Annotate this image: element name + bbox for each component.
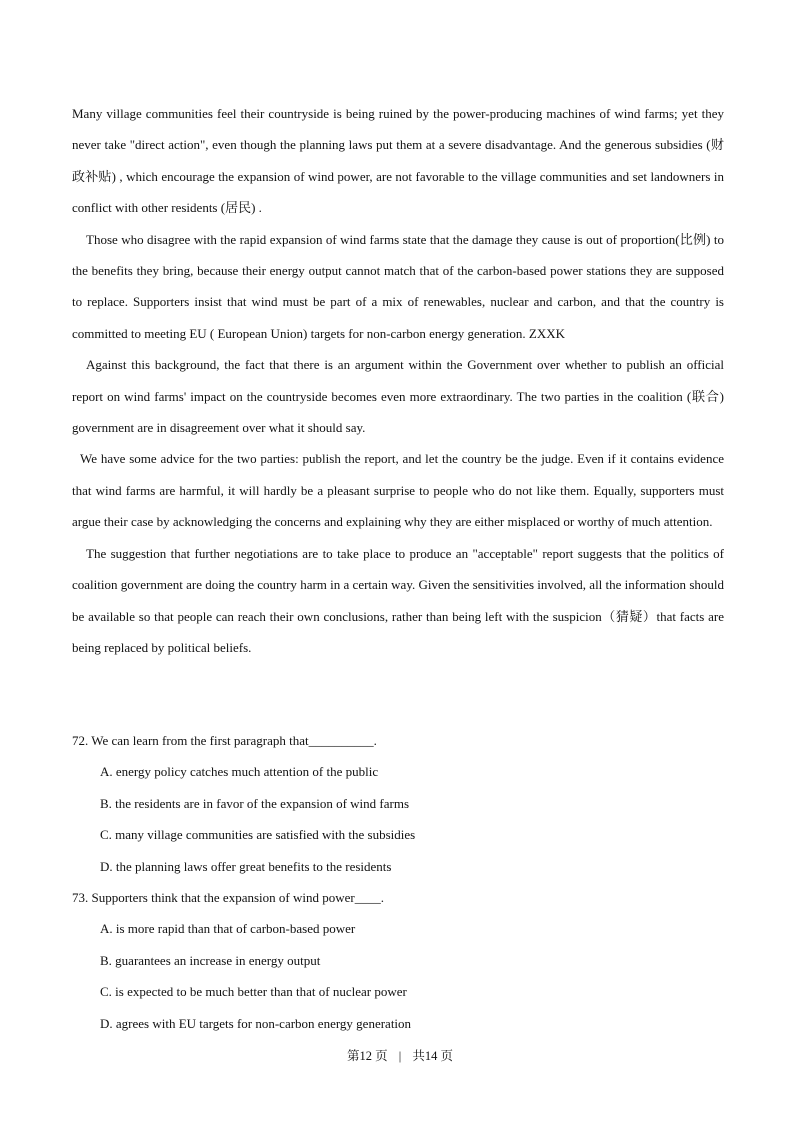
question-option-c: C. many village communities are satisfied with the subsidies: [100, 827, 416, 843]
reading-passage: [72, 98, 724, 663]
question-stem: 72. We can learn from the first paragraph that__________.: [72, 733, 377, 748]
question-option-a: A. is more rapid than that of carbon-based power: [100, 921, 356, 937]
passage-paragraph-4: We have some advice for the two parties: publish the report, and let the country be the judge. Even if it contains evidence that wind farms are harmful, it will hardly be a pleasant surprise to people who do not like them. Equally, supporters must argue their case by acknowledging the concerns and explaining why they are either misplaced or worthy of much attention.: [72, 451, 724, 530]
question-option-b: B. the residents are in favor of the expansion of wind farms: [100, 795, 410, 811]
question-73: [72, 882, 724, 1039]
question-option-d: D. agrees with EU targets for non-carbon energy generation: [100, 1015, 412, 1031]
question-option-b: B. guarantees an increase in energy output: [100, 952, 321, 968]
footer-separator: |: [398, 1049, 402, 1063]
page-number-current: 第12 页: [346, 1049, 388, 1063]
page-number-total: 共14 页: [412, 1049, 454, 1063]
question-list: [72, 725, 724, 1039]
question-option-c: C. is expected to be much better than that of nuclear power: [100, 984, 407, 1000]
question-option-a: A. energy policy catches much attention of the public: [100, 764, 379, 780]
passage-paragraph-5: The suggestion that further negotiations are to take place to produce an "acceptable" report suggests that the politics of coalition government are doing the country harm in a certain way. Given the sensitivities involved, all the information should be available so that people can reach their own conclusions, rather than being left with the suspicion（猜疑）that facts are being replaced by political beliefs.: [72, 545, 724, 655]
question-stem: 73. Supporters think that the expansion of wind power____.: [72, 889, 384, 905]
question-72: [72, 725, 724, 882]
question-option-d: D. the planning laws offer great benefits to the residents: [100, 858, 392, 874]
page-footer: [0, 1046, 800, 1066]
passage-paragraph-1: Many village communities feel their countryside is being ruined by the power-producing machines of wind farms; yet they never take "direct action", even though the planning laws put them at a severe disadvantage. And the generous subsidies (财政补贴) , which encourage the expansion of wind power, are not favorable to the village communities and set landowners in conflict with other residents (居民) .: [72, 106, 724, 216]
passage-paragraph-3: Against this background, the fact that there is an argument within the Government over whether to publish an official report on wind farms' impact on the countryside becomes even more extraordinary. The two parties in the coalition (联合) government are in disagreement over what it should say.: [72, 357, 724, 436]
passage-paragraph-2: Those who disagree with the rapid expansion of wind farms state that the damage they cause is out of proportion(比例) to the benefits they bring, because their energy output cannot match that of the carbon-based power stations they are supposed to replace. Supporters insist that wind must be part of a mix of renewables, nuclear and carbon, and that the country is committed to meeting EU ( European Union) targets for non-carbon energy generation. ZXXK: [72, 231, 724, 341]
